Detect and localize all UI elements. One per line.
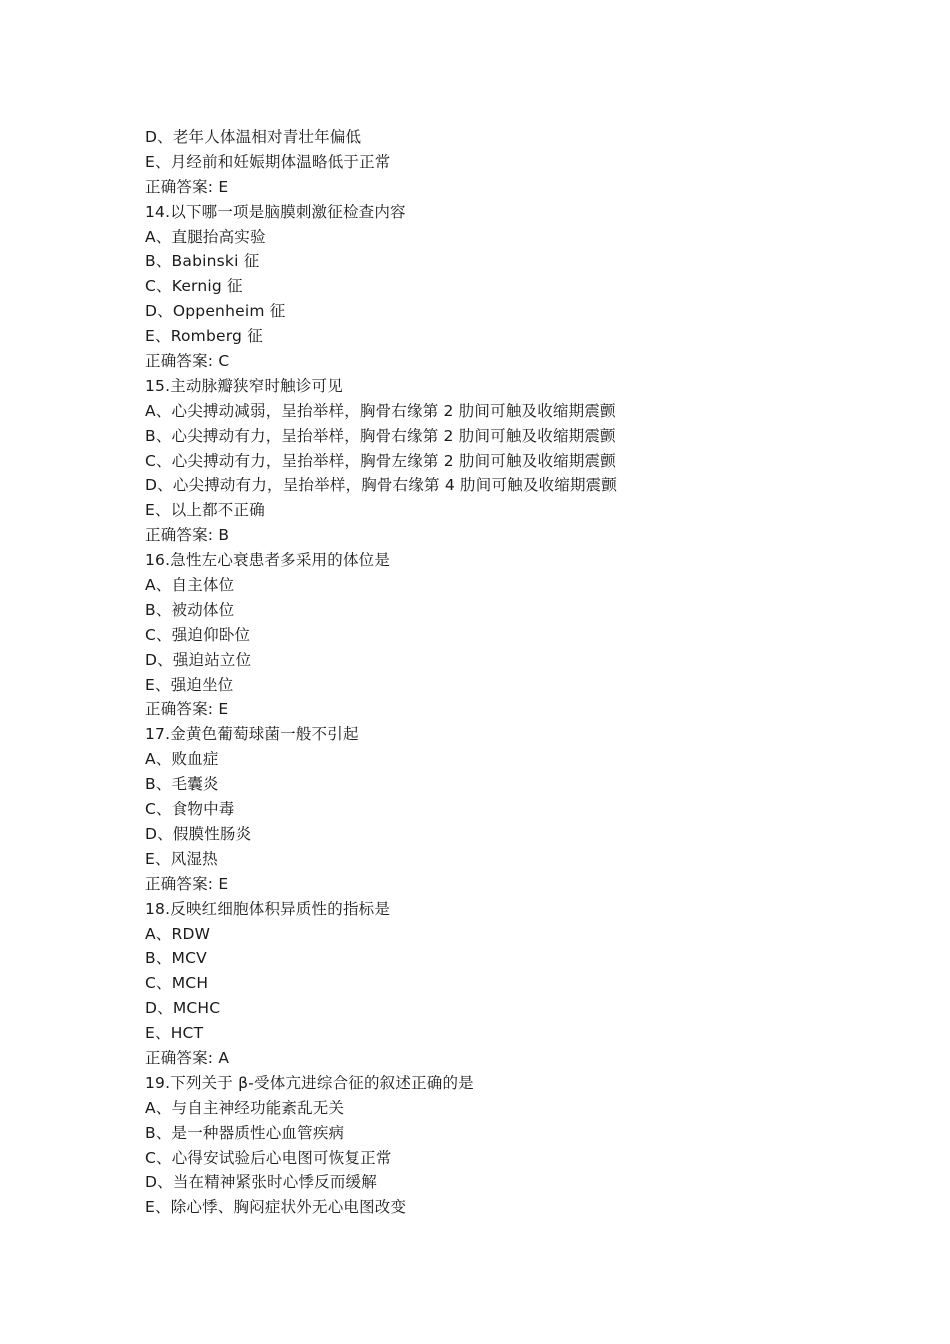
option-line: A、与自主神经功能紊乱无关 <box>145 1098 345 1117</box>
option-line: C、食物中毒 <box>145 800 235 819</box>
option-line: A、自主体位 <box>145 576 235 595</box>
option-line: C、心尖搏动有力，呈抬举样，胸骨左缘第 2 肋间可触及收缩期震颤 <box>145 451 616 470</box>
option-line: A、RDW <box>145 924 211 943</box>
question-line: 14.以下哪一项是脑膜刺激征检查内容 <box>145 202 406 221</box>
option-line: E、月经前和妊娠期体温略低于正常 <box>145 152 391 171</box>
option-line: E、强迫坐位 <box>145 675 234 694</box>
option-line: D、老年人体温相对青壮年偏低 <box>145 128 362 146</box>
option-line: B、是一种器质性心血管疾病 <box>145 1123 345 1142</box>
answer-line: 正确答案: E <box>145 874 229 893</box>
answer-line: 正确答案: C <box>145 352 230 371</box>
option-line: D、心尖搏动有力，呈抬举样，胸骨右缘第 4 肋间可触及收缩期震颤 <box>145 476 618 495</box>
answer-line: 正确答案: B <box>145 526 230 545</box>
question-line: 19.下列关于 β-受体亢进综合征的叙述正确的是 <box>145 1073 474 1092</box>
option-line: E、除心悸、胸闷症状外无心电图改变 <box>145 1198 407 1217</box>
question-line: 18.反映红细胞体积异质性的指标是 <box>145 899 391 918</box>
document-page <box>145 125 905 1220</box>
question-line: 16.急性左心衰患者多采用的体位是 <box>145 551 391 570</box>
option-line: A、败血症 <box>145 750 219 769</box>
option-line: C、强迫仰卧位 <box>145 625 251 644</box>
option-line: A、心尖搏动减弱，呈抬举样，胸骨右缘第 2 肋间可触及收缩期震颤 <box>145 401 616 420</box>
answer-line: 正确答案: E <box>145 177 229 196</box>
option-line: D、强迫站立位 <box>145 650 252 669</box>
option-line: E、风湿热 <box>145 849 218 868</box>
option-line: D、当在精神紧张时心悸反而缓解 <box>145 1173 377 1192</box>
option-line: C、MCH <box>145 974 209 993</box>
option-line: E、以上都不正确 <box>145 501 265 520</box>
question-line: 15.主动脉瓣狭窄时触诊可见 <box>145 376 343 395</box>
option-line: D、MCHC <box>145 999 221 1018</box>
answer-line: 正确答案: A <box>145 1048 230 1067</box>
answer-line: 正确答案: E <box>145 700 229 719</box>
option-line: B、毛囊炎 <box>145 775 219 794</box>
option-line: C、Kernig 征 <box>145 277 243 296</box>
option-line: D、假膜性肠炎 <box>145 824 252 843</box>
option-line: C、心得安试验后心电图可恢复正常 <box>145 1148 392 1167</box>
option-line: B、MCV <box>145 949 207 968</box>
option-line: D、Oppenheim 征 <box>145 302 286 321</box>
question-line: 17.金黄色葡萄球菌一般不引起 <box>145 725 359 744</box>
option-line: E、HCT <box>145 1024 204 1043</box>
option-line: B、被动体位 <box>145 600 235 619</box>
option-line: E、Romberg 征 <box>145 327 263 346</box>
option-line: B、Babinski 征 <box>145 252 260 271</box>
option-line: A、直腿抬高实验 <box>145 227 266 246</box>
option-line: B、心尖搏动有力，呈抬举样，胸骨右缘第 2 肋间可触及收缩期震颤 <box>145 426 616 445</box>
